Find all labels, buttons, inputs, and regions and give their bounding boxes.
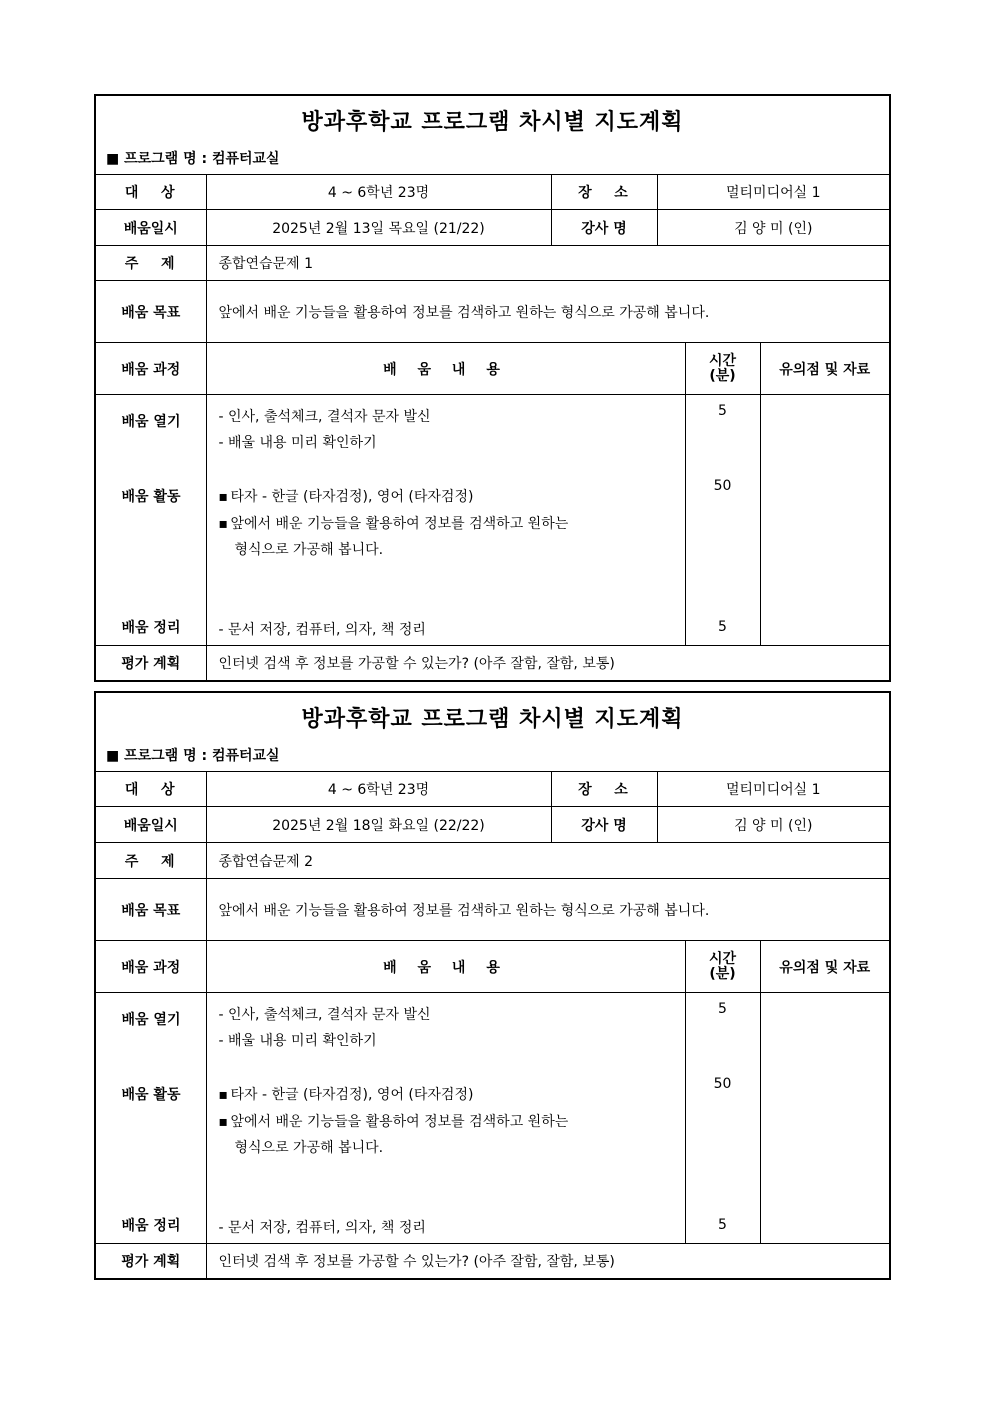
eval-label: 평가 계획 <box>95 1244 206 1279</box>
bullet-icon: ▪ <box>218 1087 228 1103</box>
open-line-1: - 인사, 출석체크, 결석자 문자 발신 <box>218 409 431 425</box>
document-title: 방과후학교 프로그램 차시별 지도계획 <box>301 110 684 135</box>
activity-line-2 <box>219 1111 679 1131</box>
date-value: 2025년 2월 18일 화요일 (22/22) <box>206 807 551 843</box>
process-stages-cell <box>95 993 206 1244</box>
time-open: 5 <box>718 403 727 419</box>
notes-header: 유의점 및 자료 <box>760 343 890 395</box>
activity-line-2-text: 앞에서 배운 기능들을 활용하여 정보를 검색하고 원하는 <box>230 516 569 532</box>
bullet-icon: ▪ <box>218 516 228 532</box>
target-value: 4 ~ 6학년 23명 <box>206 772 551 807</box>
date-value: 2025년 2월 13일 목요일 (21/22) <box>206 210 551 246</box>
activity-line-3: 형식으로 가공해 봅니다. <box>234 1140 384 1156</box>
time-close: 5 <box>718 1217 727 1233</box>
time-cell <box>685 395 760 646</box>
stage-close: 배움 정리 <box>121 620 181 636</box>
activity-line-1 <box>219 486 679 506</box>
time-open: 5 <box>718 1001 727 1017</box>
teacher-value: 김 양 미 (인) <box>657 807 890 843</box>
activity-line-1-text: 타자 - 한글 (타자검정), 영어 (타자검정) <box>230 1087 474 1103</box>
open-line-2: - 배울 내용 미리 확인하기 <box>218 1033 377 1049</box>
target-label: 대 상 <box>95 772 206 807</box>
title-cell <box>95 95 890 175</box>
date-label: 배움일시 <box>95 807 206 843</box>
time-header-line-1: 시간 <box>708 352 737 369</box>
activity-line-3: 형식으로 가공해 봅니다. <box>234 542 384 558</box>
lesson-plan-2 <box>94 691 889 1278</box>
teacher-label: 강사 명 <box>551 807 657 843</box>
time-activity: 50 <box>713 478 732 494</box>
place-value: 멀티미디어실 1 <box>657 772 890 807</box>
stage-open: 배움 열기 <box>121 414 181 430</box>
time-header <box>685 343 760 395</box>
date-label: 배움일시 <box>95 210 206 246</box>
content-header: 배 움 내 용 <box>206 941 685 993</box>
notes-cell <box>760 993 890 1244</box>
content-cell <box>206 993 685 1244</box>
target-value: 4 ~ 6학년 23명 <box>206 175 551 210</box>
eval-label: 평가 계획 <box>95 646 206 681</box>
time-header <box>685 941 760 993</box>
topic-value: 종합연습문제 2 <box>206 843 890 879</box>
goal-label: 배움 목표 <box>95 281 206 343</box>
bullet-icon: ▪ <box>218 1114 228 1130</box>
document-title: 방과후학교 프로그램 차시별 지도계획 <box>301 707 684 732</box>
content-cell <box>206 395 685 646</box>
lesson-plan-table <box>94 94 891 682</box>
lesson-plan-table <box>94 691 891 1280</box>
goal-value: 앞에서 배운 기능들을 활용하여 정보를 검색하고 원하는 형식으로 가공해 봅니다. <box>206 879 890 941</box>
eval-value: 인터넷 검색 후 정보를 가공할 수 있는가? (아주 잘함, 잘함, 보통) <box>206 1244 890 1279</box>
topic-label: 주 제 <box>95 843 206 879</box>
topic-value: 종합연습문제 1 <box>206 246 890 281</box>
activity-line-1-text: 타자 - 한글 (타자검정), 영어 (타자검정) <box>230 489 474 505</box>
place-label: 장 소 <box>551 175 657 210</box>
content-header: 배 움 내 용 <box>206 343 685 395</box>
program-name: ■ 프로그램 명 : 컴퓨터교실 <box>106 748 280 764</box>
activity-line-1 <box>219 1084 679 1104</box>
time-cell <box>685 993 760 1244</box>
stage-open: 배움 열기 <box>121 1012 181 1028</box>
place-value: 멀티미디어실 1 <box>657 175 890 210</box>
topic-label: 주 제 <box>95 246 206 281</box>
eval-value: 인터넷 검색 후 정보를 가공할 수 있는가? (아주 잘함, 잘함, 보통) <box>206 646 890 681</box>
stage-activity: 배움 활동 <box>121 489 181 505</box>
goal-label: 배움 목표 <box>95 879 206 941</box>
close-line: - 문서 저장, 컴퓨터, 의자, 책 정리 <box>218 1220 426 1236</box>
lesson-plan-1 <box>94 94 889 680</box>
bullet-icon: ▪ <box>218 489 228 505</box>
target-label: 대 상 <box>95 175 206 210</box>
notes-header: 유의점 및 자료 <box>760 941 890 993</box>
notes-cell <box>760 395 890 646</box>
process-stages-cell <box>95 395 206 646</box>
open-line-2: - 배울 내용 미리 확인하기 <box>218 435 377 451</box>
close-line: - 문서 저장, 컴퓨터, 의자, 책 정리 <box>218 622 426 638</box>
process-header: 배움 과정 <box>95 941 206 993</box>
process-header: 배움 과정 <box>95 343 206 395</box>
time-close: 5 <box>718 619 727 635</box>
activity-line-2-text: 앞에서 배운 기능들을 활용하여 정보를 검색하고 원하는 <box>230 1114 569 1130</box>
time-header-line-2: (분) <box>709 367 736 384</box>
open-line-1: - 인사, 출석체크, 결석자 문자 발신 <box>218 1007 431 1023</box>
program-name: ■ 프로그램 명 : 컴퓨터교실 <box>106 151 280 167</box>
time-header-line-1: 시간 <box>708 950 737 967</box>
time-header-line-2: (분) <box>709 965 736 982</box>
teacher-value: 김 양 미 (인) <box>657 210 890 246</box>
goal-value: 앞에서 배운 기능들을 활용하여 정보를 검색하고 원하는 형식으로 가공해 봅니다. <box>206 281 890 343</box>
time-activity: 50 <box>713 1076 732 1092</box>
place-label: 장 소 <box>551 772 657 807</box>
title-cell <box>95 692 890 772</box>
teacher-label: 강사 명 <box>551 210 657 246</box>
stage-close: 배움 정리 <box>121 1218 181 1234</box>
activity-line-2 <box>219 513 679 533</box>
stage-activity: 배움 활동 <box>121 1087 181 1103</box>
